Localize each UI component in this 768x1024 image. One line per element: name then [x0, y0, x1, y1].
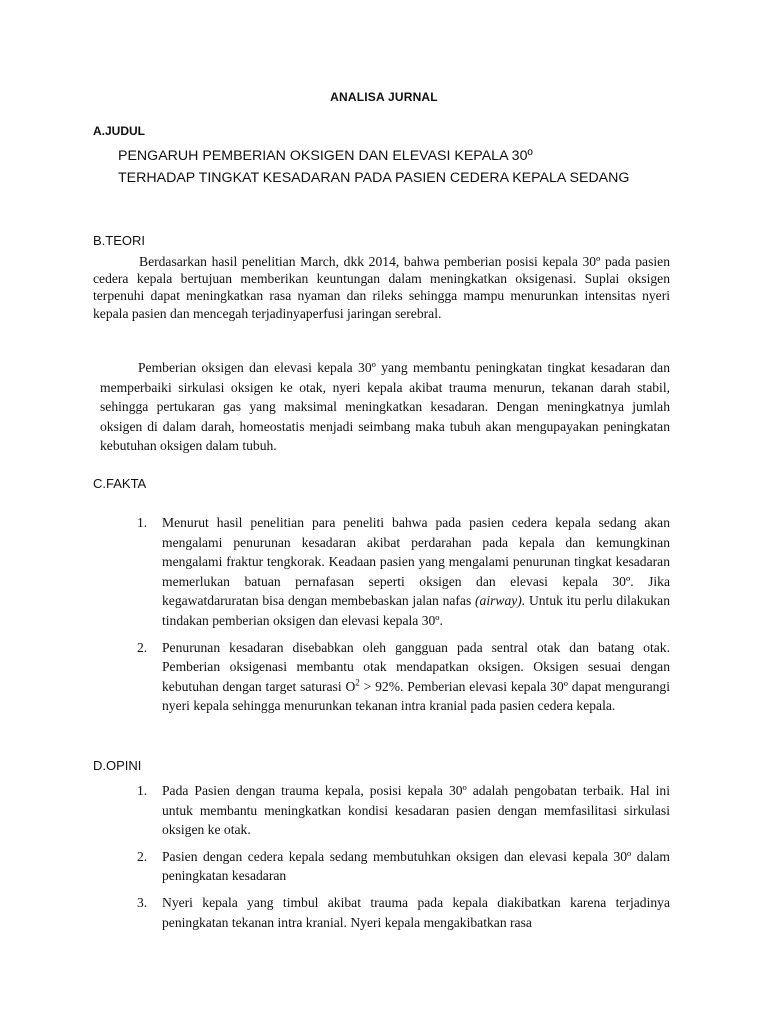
list-item — [137, 781, 670, 840]
list-item — [137, 638, 670, 716]
section-heading-teori: B.TEORI — [93, 233, 146, 248]
list-item — [137, 847, 670, 886]
teori-paragraph-1: Berdasarkan hasil penelitian March, dkk 2014, bahwa pemberian posisi kepala 30º pada pasien cedera kepala bertujuan memberikan keuntungan dalam meningkatkan oksigenasi. Suplai oksigen terpenuhi dapat meningkatkan rasa nyaman dan rileks sehingga mampu menurunkan intensitas nyeri kepala pasien dan mencegah terjadinyaperfusi jaringan serebral. — [93, 254, 670, 321]
list-item-number: 3. — [137, 894, 148, 910]
opini-item-text: Pasien dengan cedera kepala sedang membutuhkan oksigen dan elevasi kepala 30º dalam peningkatan kesadaran — [162, 848, 670, 884]
opini-item-text: Pada Pasien dengan trauma kepala, posisi kepala 30º adalah pengobatan terbaik. Hal ini untuk membantu meningkatkan kondisi kesadaran pasien dengan memfasilitasi sirkulasi oksigen ke otak. — [162, 783, 670, 838]
fakta-item-text-end: Untuk itu perlu dilakukan tindakan pemberian oksigen dan elevasi kepala 30º. — [162, 593, 671, 628]
teori-paragraph-2: Pemberian oksigen dan elevasi kepala 30º yang membantu peningkatan tingkat kesadaran dan memperbaiki sirkulasi oksigen ke otak, nyeri kepala akibat trauma menurun, tekanan darah stabil, sehingga pertukaran gas yang maksimal meningkatkan kesadaran. Dengan meningkatnya jumlah oksigen di dalam darah, homeostatis menjadi seimbang maka tubuh akan mengupayakan peningkatan kebutuhan oksigen dalam tubuh. — [100, 360, 670, 454]
judul-line-1: PENGARUH PEMBERIAN OKSIGEN DAN ELEVASI KEPALA 30º — [118, 148, 533, 164]
opini-item-text: Nyeri kepala yang timbul akibat trauma pada kepala diakibatkan karena terjadinya peningkatan tekanan intra kranial. Nyeri kepala mengakibatkan rasa — [162, 894, 670, 930]
fakta-list — [137, 513, 671, 716]
judul-line-2: TERHADAP TINGKAT KESADARAN PADA PASIEN CEDERA KEPALA SEDANG — [118, 170, 630, 186]
section-heading-fakta: C.FAKTA — [93, 476, 147, 491]
fakta-item-superscript: 2 — [355, 677, 360, 688]
section-heading-judul: A.JUDUL — [93, 124, 146, 138]
list-item — [137, 513, 671, 631]
opini-list — [137, 781, 670, 932]
document-title: ANALISA JURNAL — [330, 90, 438, 104]
section-heading-opini: D.OPINI — [93, 758, 142, 773]
list-item-number: 1. — [137, 515, 148, 530]
list-item-number: 2. — [137, 848, 148, 864]
list-item-number: 2. — [137, 639, 148, 655]
fakta-item-italic: (airway). — [475, 593, 526, 609]
list-item-number: 1. — [137, 783, 148, 798]
list-item — [137, 893, 670, 932]
fakta-item-text-end: > 92%. Pemberian elevasi kepala 30º dapat mengurangi nyeri kepala sehingga menurunkan tekanan intra kranial pada pasien cedera kepala. — [162, 678, 670, 714]
fakta-item-text: Menurut hasil penelitian para peneliti bahwa pada pasien cedera kepala sedang akan mengalami penurunan kesadaran akibat perdarahan pada kepala dan kemungkinan mengalami fraktur tengkorak. Keadaan pasien yang mengalami penurunan tingkat kesadaran memerlukan batuan pernafasan seperti oksigen dan elevasi kepala 30º. Jika kegawatdaruratan bisa dengan membebaskan jalan nafas — [162, 515, 670, 609]
fakta-item-text: Penurunan kesadaran disebabkan oleh gangguan pada sentral otak dan batang otak. Pemberian oksigenasi membantu otak mendapatkan oksigen. Oksigen sesuai dengan kebutuhan dengan target saturasi O — [162, 639, 670, 694]
